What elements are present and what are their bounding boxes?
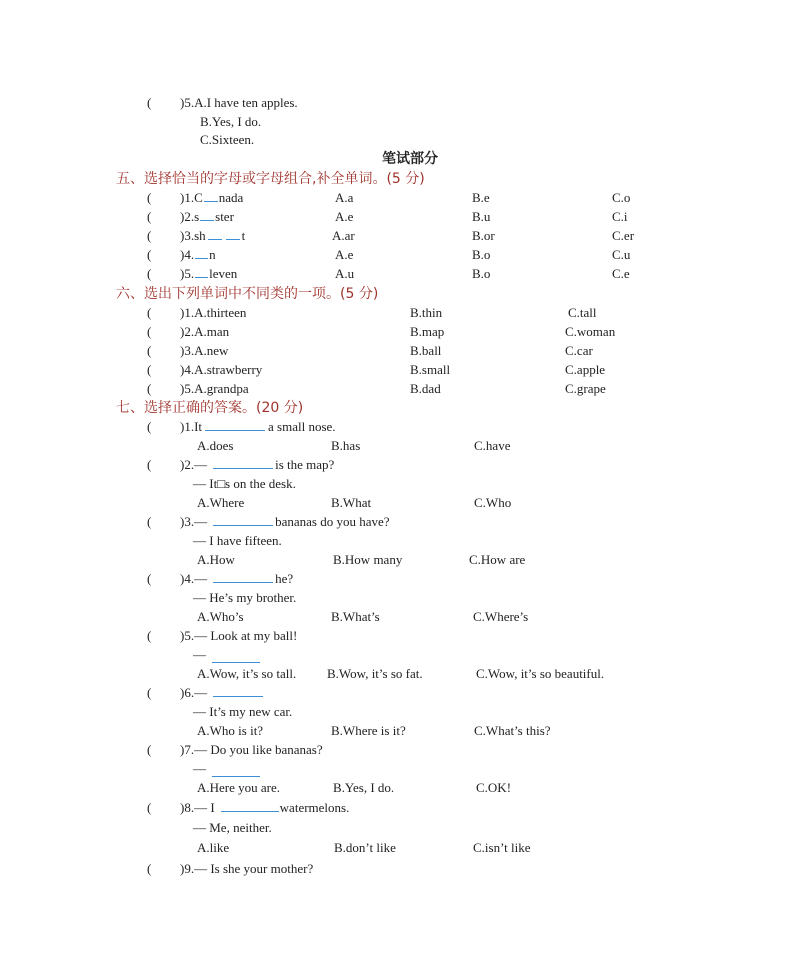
- item-suffix: nada: [218, 190, 244, 205]
- answer-blank[interactable]: [213, 685, 263, 697]
- option-c: C.car: [565, 343, 593, 358]
- option-b: B.o: [472, 247, 491, 262]
- option-b: B.Yes, I do.: [200, 114, 262, 129]
- question-stem-end: watermelons.: [279, 800, 350, 815]
- option-a: A.e: [335, 247, 354, 262]
- answer-paren[interactable]: (: [147, 247, 152, 262]
- item-prefix: )1.C: [180, 190, 203, 205]
- option-b: B.dad: [410, 381, 441, 396]
- option-b: B.Wow, it’s so fat.: [327, 666, 423, 681]
- question-stem-end: bananas do you have?: [275, 514, 390, 529]
- option-a: )2.A.man: [180, 324, 230, 339]
- question-4: [180, 571, 293, 587]
- question-8: [180, 800, 349, 816]
- option-b: B.Where is it?: [331, 723, 406, 738]
- question-5-stem: )5.A.I have ten apples.: [180, 95, 298, 110]
- answer-blank[interactable]: [213, 457, 273, 469]
- answer-paren[interactable]: (: [147, 457, 152, 472]
- answer-paren[interactable]: (: [147, 861, 152, 876]
- answer-paren[interactable]: (: [147, 228, 152, 243]
- answer-blank[interactable]: [213, 514, 273, 526]
- option-c: C.tall: [568, 305, 597, 320]
- fill-blank[interactable]: [226, 228, 240, 240]
- option-a: )1.A.thirteen: [180, 305, 247, 320]
- question-5: )5.— Look at my ball!: [180, 628, 298, 643]
- option-a: A.Who is it?: [197, 723, 264, 738]
- question-2: [180, 457, 334, 473]
- answer-paren[interactable]: (: [147, 628, 152, 643]
- response-line: — It□s on the desk.: [193, 476, 296, 491]
- answer-paren[interactable]: (: [147, 514, 152, 529]
- option-a: A.e: [335, 209, 354, 224]
- item-suffix: t: [241, 228, 246, 243]
- answer-paren[interactable]: (: [147, 685, 152, 700]
- fill-blank[interactable]: [200, 209, 214, 221]
- option-a: )4.A.strawberry: [180, 362, 263, 377]
- option-b: B.has: [331, 438, 361, 453]
- answer-blank[interactable]: [205, 419, 265, 431]
- question-stem: )3.—: [180, 514, 208, 529]
- option-a: A.Wow, it’s so tall.: [197, 666, 297, 681]
- answer-blank[interactable]: [213, 571, 273, 583]
- answer-paren[interactable]: (: [147, 742, 152, 757]
- option-a: A.does: [197, 438, 234, 453]
- option-c: C.isn’t like: [473, 840, 531, 855]
- option-b: B.u: [472, 209, 491, 224]
- option-a: A.u: [335, 266, 355, 281]
- answer-paren[interactable]: (: [147, 800, 152, 815]
- question-stem: )4.—: [180, 571, 208, 586]
- response-line: — He’s my brother.: [193, 590, 297, 605]
- option-a: A.Where: [197, 495, 245, 510]
- fill-blank[interactable]: [204, 190, 218, 202]
- option-a: A.Here you are.: [197, 780, 281, 795]
- option-b: B.thin: [410, 305, 443, 320]
- option-a: A.ar: [332, 228, 355, 243]
- response-line: — I have fifteen.: [193, 533, 282, 548]
- option-b: B.don’t like: [334, 840, 396, 855]
- option-c: C.apple: [565, 362, 606, 377]
- option-c: C.have: [474, 438, 511, 453]
- answer-paren[interactable]: (: [147, 95, 152, 110]
- answer-blank[interactable]: [212, 651, 260, 663]
- option-a: A.Who’s: [197, 609, 244, 624]
- option-b: B.or: [472, 228, 495, 243]
- question-stem: )2.—: [180, 457, 208, 472]
- answer-paren[interactable]: (: [147, 343, 152, 358]
- option-b: B.What’s: [331, 609, 380, 624]
- response-line: — Me, neither.: [193, 820, 272, 835]
- answer-paren[interactable]: (: [147, 190, 152, 205]
- written-part-title: 笔试部分: [382, 151, 438, 167]
- question-1: [180, 419, 336, 435]
- section-7-header: 七、选择正确的答案。(20 分): [116, 400, 304, 416]
- item-suffix: leven: [209, 266, 238, 281]
- answer-paren[interactable]: (: [147, 381, 152, 396]
- option-c: C.e: [612, 266, 630, 281]
- option-c: C.u: [612, 247, 631, 262]
- response-line: [193, 647, 260, 663]
- question-stem: )8.— I: [180, 800, 215, 815]
- option-c: C.Who: [474, 495, 512, 510]
- section-5-header: 五、选择恰当的字母或字母组合,补全单词。(5 分): [116, 171, 425, 187]
- option-c: C.o: [612, 190, 631, 205]
- item-prefix: )3.sh: [180, 228, 206, 243]
- option-c: C.Sixteen.: [200, 132, 255, 147]
- item-suffix: n: [209, 247, 216, 262]
- option-c: C.What’s this?: [474, 723, 551, 738]
- item-prefix: )2.s: [180, 209, 200, 224]
- response-dash: —: [193, 647, 206, 662]
- section-6-header: 六、选出下列单词中不同类的一项。(5 分): [116, 286, 379, 302]
- option-c: C.grape: [565, 381, 606, 396]
- option-c: C.OK!: [476, 780, 512, 795]
- option-c: C.How are: [469, 552, 526, 567]
- fill-blank[interactable]: [208, 228, 222, 240]
- answer-blank[interactable]: [212, 765, 260, 777]
- option-b: B.e: [472, 190, 490, 205]
- option-b: B.small: [410, 362, 451, 377]
- question-6: [180, 685, 263, 701]
- answer-paren[interactable]: (: [147, 571, 152, 586]
- question-3: [180, 514, 390, 530]
- response-dash: —: [193, 761, 206, 776]
- answer-paren[interactable]: (: [147, 419, 152, 434]
- question-stem-end: a small nose.: [268, 419, 336, 434]
- fill-blank[interactable]: [195, 266, 208, 278]
- answer-paren[interactable]: (: [147, 209, 152, 224]
- option-a: A.How: [197, 552, 235, 567]
- question-stem: )6.—: [180, 685, 208, 700]
- option-a: A.a: [335, 190, 354, 205]
- item-prefix: )5.: [180, 266, 195, 281]
- item-prefix: )4.: [180, 247, 195, 262]
- option-b: B.o: [472, 266, 491, 281]
- question-7: )7.— Do you like bananas?: [180, 742, 323, 757]
- option-b: B.How many: [333, 552, 403, 567]
- option-b: B.map: [410, 324, 445, 339]
- option-b: B.Yes, I do.: [333, 780, 395, 795]
- option-b: B.What: [331, 495, 372, 510]
- response-line: — It’s my new car.: [193, 704, 293, 719]
- option-c: C.woman: [565, 324, 616, 339]
- question-stem-end: is the map?: [275, 457, 335, 472]
- item-suffix: ster: [215, 209, 234, 224]
- question-9: )9.— Is she your mother?: [180, 861, 314, 876]
- question-stem: )1.It: [180, 419, 203, 434]
- answer-paren[interactable]: (: [147, 305, 152, 320]
- option-c: C.er: [612, 228, 635, 243]
- option-a: A.like: [197, 840, 230, 855]
- fill-blank[interactable]: [195, 247, 208, 259]
- question-stem-end: he?: [275, 571, 294, 586]
- answer-paren[interactable]: (: [147, 266, 152, 281]
- option-b: B.ball: [410, 343, 442, 358]
- option-a: )3.A.new: [180, 343, 229, 358]
- response-line: [193, 761, 260, 777]
- answer-paren[interactable]: (: [147, 324, 152, 339]
- answer-blank[interactable]: [221, 800, 279, 812]
- option-c: C.Wow, it’s so beautiful.: [476, 666, 605, 681]
- option-a: )5.A.grandpa: [180, 381, 249, 396]
- option-c: C.Where’s: [473, 609, 529, 624]
- option-c: C.i: [612, 209, 628, 224]
- answer-paren[interactable]: (: [147, 362, 152, 377]
